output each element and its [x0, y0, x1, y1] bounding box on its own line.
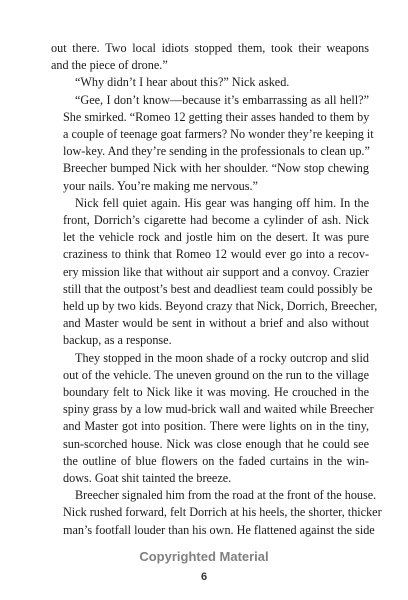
text-line: Breecher signaled him from the road at the front of the house. — [75, 488, 377, 503]
text-line: ery mission like that without air support and a convoy. Crazier — [63, 264, 369, 279]
text-line: spiny grass by a low mud-brick wall and waited while Breecher — [63, 402, 374, 417]
text-line: and the piece of drone.” — [51, 58, 168, 73]
text-line: a couple of teenage goat farmers? No wonder they’re keeping it — [63, 127, 374, 142]
paragraph — [51, 350, 374, 488]
text-line: Breecher bumped Nick with her shoulder. “Now stop chewing — [63, 161, 369, 176]
paragraph — [51, 92, 374, 195]
paragraph — [51, 40, 369, 74]
copyright-watermark: Copyrighted Material — [139, 549, 269, 564]
text-line: Nick fell quiet again. His gear was hanging off him. In the — [75, 195, 369, 210]
text-line: the outline of blue flowers on the faded curtains in the win- — [63, 453, 369, 468]
paragraph — [51, 487, 382, 539]
text-line: “Gee, I don’t know—because it’s embarrassing as all hell?” — [75, 92, 369, 107]
text-line: your nails. You’re making me nervous.” — [63, 178, 258, 193]
text-line: dows. Goat shit tainted the breeze. — [63, 471, 232, 486]
text-line: They stopped in the moon shade of a rocky outcrop and slid — [75, 350, 369, 365]
text-line: held up by two kids. Beyond crazy that Nick, Dorrich, Breecher, — [63, 299, 378, 314]
paragraph — [51, 74, 369, 91]
text-line: Nick rushed forward, felt Dorrich at his heels, the shorter, thicker — [63, 505, 382, 520]
text-line: boundary felt to Nick like it was moving. He crouched in the — [63, 385, 369, 400]
text-line: out there. Two local idiots stopped them, took their weapons — [51, 41, 369, 55]
text-line: let the vehicle rock and jostle him on the desert. It was pure — [63, 230, 369, 245]
text-line: She smirked. “Romeo 12 getting their asses handed to them by — [63, 109, 370, 124]
paragraph — [51, 195, 378, 350]
text-line: still that the outpost’s best and deadliest team could possibly be — [63, 281, 373, 296]
text-line: “Why didn’t I hear about this?” Nick asked. — [75, 75, 290, 90]
text-line: sun-scorched house. Nick was close enough that he could see — [63, 436, 369, 451]
book-page-body — [51, 40, 382, 539]
text-line: low-key. And they’re sending in the professionals to clean up.” — [63, 144, 370, 159]
text-line: backup, as a response. — [63, 333, 172, 348]
text-line: out of the vehicle. The uneven ground on the run to the village — [63, 367, 369, 382]
text-line: and Master got into position. There were lights on in the tiny, — [63, 419, 369, 434]
text-line: and Master would be sent in without a brief and also without — [63, 316, 369, 331]
text-line: man’s footfall louder than his own. He flattened against the side — [63, 522, 375, 537]
text-line: craziness to think that Romeo 12 would ever go into a recov- — [63, 247, 369, 262]
page-number: 6 — [200, 571, 208, 583]
text-line: front, Dorrich’s cigarette had become a cylinder of ash. Nick — [63, 213, 369, 228]
